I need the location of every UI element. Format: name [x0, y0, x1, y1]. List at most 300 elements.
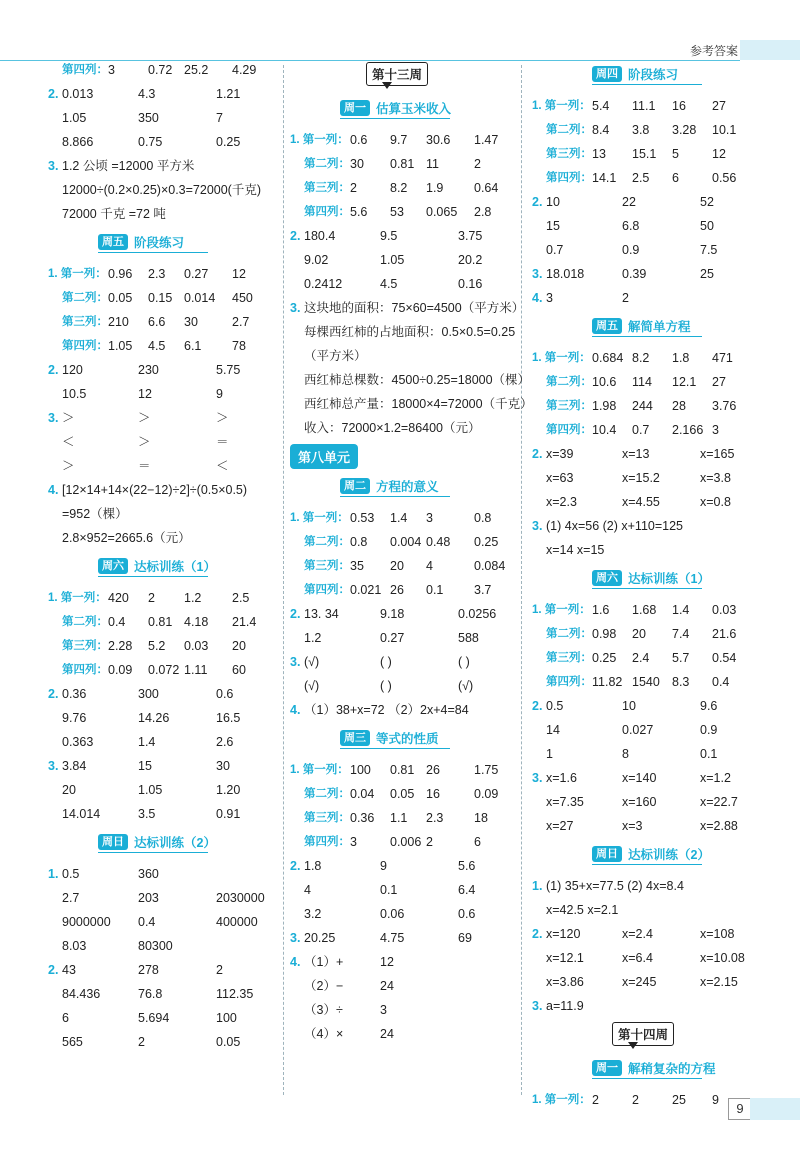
answer-cell: 3: [712, 423, 719, 437]
answer-text-row: [48, 178, 280, 202]
answer-cell: （2）−: [304, 979, 344, 993]
answer-row: [532, 466, 794, 490]
answer-cell: 2: [216, 963, 223, 977]
answer-text-row: [290, 296, 525, 320]
answer-row: [48, 130, 280, 154]
answer-row: [290, 1022, 518, 1046]
answer-cell: 0.027: [622, 723, 654, 737]
answer-cell: x=1.2: [700, 771, 731, 785]
answer-text-row: [290, 368, 531, 392]
answer-cell: 84.436: [62, 987, 101, 1001]
answer-cell: 10.1: [712, 123, 737, 137]
answer-row: [48, 82, 280, 106]
section-heading: [532, 58, 794, 94]
answer-cell: 20: [232, 639, 246, 653]
answer-cell: 9.76: [62, 711, 87, 725]
answer-cell: 13: [592, 147, 606, 161]
answer-row: [48, 262, 280, 286]
answer-cell: 9: [216, 387, 223, 401]
answer-row: [48, 754, 280, 778]
answer-cell: 25: [700, 267, 714, 281]
answer-cell: x=3.86: [546, 975, 584, 989]
answer-cell: 0.6: [350, 133, 368, 147]
answer-cell: x=2.3: [546, 495, 577, 509]
answer-text: x=14 x=15: [546, 543, 605, 557]
answer-cell: 1.05: [380, 253, 405, 267]
answer-row: [48, 1006, 280, 1030]
answer-cell: 78: [232, 339, 246, 353]
answer-cell: 0.54: [712, 651, 737, 665]
answer-cell: x=39: [546, 447, 574, 461]
answer-row: [48, 886, 280, 910]
answer-cell: (√): [304, 655, 320, 669]
answer-cell: x=15.2: [622, 471, 660, 485]
answer-cell: 0.4: [138, 915, 156, 929]
answer-row: [532, 346, 794, 370]
answer-row: [290, 854, 518, 878]
section-heading: [532, 562, 794, 598]
answer-cell: 244: [632, 399, 653, 413]
answer-cell: 6.1: [184, 339, 202, 353]
answer-cell: 2.6: [216, 735, 234, 749]
answer-text-row: [532, 874, 794, 898]
answer-cell: 1.2: [184, 591, 202, 605]
right-column: [532, 58, 794, 1112]
answer-cell: 6.4: [458, 883, 476, 897]
answer-row: [290, 782, 518, 806]
answer-cell: 80300: [138, 939, 173, 953]
answer-cell: 0.04: [350, 787, 375, 801]
row-label: 2.: [532, 699, 543, 713]
answer-row: [532, 142, 794, 166]
answer-cell: 1540: [632, 675, 660, 689]
answer-cell: 52: [700, 195, 714, 209]
section-title: 阶段练习: [628, 68, 679, 82]
answer-cell: 5.694: [138, 1011, 170, 1025]
answer-row: [532, 262, 794, 286]
answer-row: [48, 658, 280, 682]
answer-cell: 1.05: [62, 111, 87, 125]
answer-cell: 1.05: [108, 339, 133, 353]
answer-text-row: [532, 994, 794, 1018]
answer-cell: 6: [474, 835, 481, 849]
speech-tail-icon: [382, 82, 392, 89]
section-day-tag: 周日: [98, 834, 128, 850]
answer-cell: 180.4: [304, 229, 336, 243]
answer-text-row: [48, 202, 280, 226]
answer-cell: 230: [138, 363, 159, 377]
answer-cell: 0.81: [390, 763, 415, 777]
answer-cell: 4.29: [232, 63, 257, 77]
answer-cell: 7.5: [700, 243, 718, 257]
answer-cell: 9000000: [62, 915, 111, 929]
row-label: 3.: [290, 655, 301, 669]
answer-row: [290, 176, 518, 200]
answer-cell: 3.84: [62, 759, 87, 773]
answer-cell: 35: [350, 559, 364, 573]
row-label: 1. 第一列：: [532, 1094, 591, 1106]
answer-text-row: [532, 898, 794, 922]
row-label: 2.: [532, 447, 543, 461]
row-label: 2.: [290, 859, 301, 873]
answer-row: [290, 674, 518, 698]
answer-cell: 0.09: [108, 663, 133, 677]
row-label: 1. 第一列：: [48, 592, 107, 604]
answer-text: (1) 35+x=77.5 (2) 4x=8.4: [546, 879, 684, 893]
answer-cell: ＞: [62, 459, 75, 473]
answer-cell: 18: [474, 811, 488, 825]
question-number: 3.: [290, 301, 301, 315]
answer-row: [290, 974, 518, 998]
answer-cell: x=12.1: [546, 951, 584, 965]
answer-cell: 15.1: [632, 147, 657, 161]
answer-cell: 0.7: [546, 243, 564, 257]
answer-row: [532, 946, 794, 970]
answer-cell: x=63: [546, 471, 574, 485]
answer-cell: 0.8: [350, 535, 368, 549]
answer-cell: 8.3: [672, 675, 690, 689]
answer-cell: x=3: [622, 819, 643, 833]
answer-cell: 76.8: [138, 987, 163, 1001]
answer-cell: 24: [380, 1027, 394, 1041]
answer-row: [48, 286, 280, 310]
answer-cell: 26: [390, 583, 404, 597]
answer-cell: 20: [390, 559, 404, 573]
answer-cell: 22: [622, 195, 636, 209]
answer-cell: （4）×: [304, 1027, 344, 1041]
answer-cell: 5: [672, 147, 679, 161]
answer-cell: 20.25: [304, 931, 336, 945]
answer-cell: 10.4: [592, 423, 617, 437]
answer-text-row: [290, 698, 518, 722]
answer-cell: 15: [138, 759, 152, 773]
answer-text: 1.2 公顷 =12000 平方米: [62, 159, 195, 173]
answer-cell: 2.5: [232, 591, 250, 605]
answer-cell: 5.7: [672, 651, 690, 665]
answer-text-row: [290, 416, 518, 440]
answer-cell: 0.05: [108, 291, 133, 305]
answer-text: （平方米）: [304, 349, 367, 363]
answer-cell: 16: [672, 99, 686, 113]
answer-cell: 43: [62, 963, 76, 977]
answer-cell: 11.82: [592, 675, 623, 689]
answer-cell: (√): [458, 679, 474, 693]
answer-cell: 16.5: [216, 711, 241, 725]
answer-cell: 2: [426, 835, 433, 849]
section-title: 阶段练习: [134, 236, 185, 250]
answer-row: [290, 128, 518, 152]
answer-text: x=42.5 x=2.1: [546, 903, 619, 917]
answer-cell: 15: [546, 219, 560, 233]
answer-cell: 0.15: [148, 291, 173, 305]
answer-cell: 4.18: [184, 615, 209, 629]
answer-cell: 0.05: [216, 1035, 241, 1049]
answer-cell: 9.02: [304, 253, 329, 267]
answer-cell: 28: [672, 399, 686, 413]
answer-cell: 12: [232, 267, 246, 281]
answer-cell: 1.11: [184, 663, 208, 677]
answer-cell: 0.065: [426, 205, 458, 219]
answer-cell: ＝: [138, 459, 151, 473]
section-day-tag: 周三: [340, 730, 370, 746]
row-label: 3.: [48, 411, 59, 425]
answer-cell: 9: [712, 1093, 719, 1107]
answer-cell: 3.7: [474, 583, 492, 597]
answer-cell: 21.4: [232, 615, 257, 629]
answer-text-row: [290, 320, 518, 344]
answer-row: [48, 730, 280, 754]
answer-text-row: [532, 538, 794, 562]
answer-cell: 3: [426, 511, 433, 525]
unit-heading: [290, 440, 518, 470]
row-label: 1. 第一列：: [290, 134, 349, 146]
column-divider: [521, 65, 522, 1095]
answer-cell: 0.7: [632, 423, 650, 437]
row-label: 4.: [532, 291, 543, 305]
row-label: 第二列：: [546, 376, 592, 388]
answer-cell: 0.39: [622, 267, 647, 281]
row-label: 第四列：: [304, 584, 350, 596]
answer-cell: x=165: [700, 447, 735, 461]
answer-cell: 3.8: [632, 123, 650, 137]
section-underline: [592, 864, 702, 865]
answer-cell: 0.27: [380, 631, 405, 645]
row-label: 3.: [532, 267, 543, 281]
answer-text: a=11.9: [546, 999, 584, 1013]
row-label: 第四列：: [546, 172, 592, 184]
answer-cell: 2: [148, 591, 155, 605]
answer-cell: 20: [62, 783, 76, 797]
answer-cell: 0.53: [350, 511, 375, 525]
answer-row: [532, 598, 794, 622]
answer-cell: 8.03: [62, 939, 87, 953]
answer-cell: 471: [712, 351, 733, 365]
answer-row: [532, 694, 794, 718]
answer-row: [532, 190, 794, 214]
answer-cell: 0.91: [216, 807, 241, 821]
row-label: 第二列：: [62, 616, 108, 628]
answer-row: [48, 682, 280, 706]
answer-row: [532, 622, 794, 646]
answer-row: [532, 970, 794, 994]
answer-cell: 0.25: [592, 651, 617, 665]
answer-row: [532, 646, 794, 670]
answer-cell: 0.021: [350, 583, 382, 597]
answer-row: [290, 902, 518, 926]
answer-cell: 2: [474, 157, 481, 171]
row-label: 第四列：: [304, 836, 350, 848]
row-label: 第二列：: [304, 536, 350, 548]
section-underline: [98, 852, 208, 853]
row-label: 1. 第一列：: [532, 604, 591, 616]
week-heading: [532, 1018, 794, 1052]
answer-cell: 50: [700, 219, 714, 233]
answer-row: [290, 758, 518, 782]
answer-cell: 12: [138, 387, 152, 401]
answer-cell: 0.27: [184, 267, 209, 281]
answer-cell: 0.084: [474, 559, 506, 573]
answer-cell: ( ): [458, 655, 470, 669]
answer-cell: 2.3: [148, 267, 166, 281]
answer-row: [48, 934, 280, 958]
row-label: 2.: [290, 607, 301, 621]
answer-cell: 2: [632, 1093, 639, 1107]
answer-cell: 1: [546, 747, 553, 761]
answer-row: [532, 238, 794, 262]
section-underline: [592, 84, 702, 85]
row-label: 第三列：: [546, 652, 592, 664]
answer-cell: 0.25: [474, 535, 499, 549]
answer-row: [48, 382, 280, 406]
answer-cell: 0.25: [216, 135, 241, 149]
answer-text: [12×14+14×(22−12)÷2]÷(0.5×0.5): [62, 483, 248, 497]
answer-cell: 2: [350, 181, 357, 195]
answer-text: (1) 4x=56 (2) x+110=125: [546, 519, 684, 533]
answer-row: [48, 358, 280, 382]
answer-cell: 69: [458, 931, 472, 945]
answer-cell: x=120: [546, 927, 581, 941]
answer-cell: 0.05: [390, 787, 415, 801]
answer-cell: 1.9: [426, 181, 444, 195]
section-title: 达标训练（1）: [628, 572, 710, 586]
answer-cell: 0.4: [108, 615, 126, 629]
answer-cell: 14.014: [62, 807, 101, 821]
answer-cell: 2.4: [632, 651, 650, 665]
answer-cell: 0.56: [712, 171, 737, 185]
row-label: 4.: [290, 955, 301, 969]
answer-row: [532, 922, 794, 946]
section-day-tag: 周五: [592, 318, 622, 334]
answer-cell: 0.36: [350, 811, 375, 825]
answer-row: [532, 394, 794, 418]
answer-row: [532, 670, 794, 694]
answer-row: [290, 578, 518, 602]
answer-row: [48, 58, 280, 82]
answer-cell: 0.014: [184, 291, 216, 305]
answer-cell: 3: [350, 835, 357, 849]
answer-cell: 8: [622, 747, 629, 761]
answer-row: [532, 418, 794, 442]
answer-cell: 53: [390, 205, 404, 219]
answer-row: [290, 200, 518, 224]
answer-cell: 8.866: [62, 135, 94, 149]
answer-cell: 0.81: [148, 615, 173, 629]
answer-cell: 0.72: [148, 63, 173, 77]
row-label: 3.: [532, 771, 543, 785]
answer-cell: 5.6: [350, 205, 368, 219]
answer-row: [48, 634, 280, 658]
answer-cell: x=1.6: [546, 771, 577, 785]
answer-cell: x=4.55: [622, 495, 660, 509]
answer-cell: 0.06: [380, 907, 405, 921]
answer-cell: x=2.4: [622, 927, 653, 941]
answer-row: [532, 286, 794, 310]
answer-cell: 2.28: [108, 639, 133, 653]
answer-cell: 0.684: [592, 351, 624, 365]
answer-cell: 27: [712, 99, 726, 113]
answer-text-row: [48, 502, 280, 526]
row-label: 第四列：: [304, 206, 350, 218]
question-number: 4.: [48, 483, 59, 497]
answer-cell: 2.166: [672, 423, 704, 437]
answer-row: [48, 610, 280, 634]
answer-cell: 278: [138, 963, 159, 977]
row-label: 第二列：: [304, 158, 350, 170]
answer-text-row: [48, 154, 280, 178]
section-underline: [592, 336, 702, 337]
answer-cell: 25.2: [184, 63, 209, 77]
section-heading: [532, 310, 794, 346]
answer-cell: 0.03: [712, 603, 737, 617]
answer-cell: 0.36: [62, 687, 87, 701]
answer-row: [532, 370, 794, 394]
question-number: 4.: [290, 703, 301, 717]
answer-cell: 2.7: [232, 315, 250, 329]
answer-cell: x=0.8: [700, 495, 731, 509]
answer-cell: 1.98: [592, 399, 617, 413]
answer-cell: 10: [546, 195, 560, 209]
answer-cell: 27: [712, 375, 726, 389]
answer-cell: 8.2: [632, 351, 650, 365]
answer-cell: （1）+: [304, 955, 344, 969]
week-heading: [290, 58, 518, 92]
answer-cell: 14: [546, 723, 560, 737]
section-title: 方程的意义: [376, 480, 439, 494]
row-label: 第二列：: [546, 124, 592, 136]
answer-row: [48, 910, 280, 934]
answer-row: [290, 248, 518, 272]
answer-cell: (√): [304, 679, 320, 693]
answer-row: [290, 506, 518, 530]
answer-row: [48, 430, 280, 454]
row-label: 2.: [48, 687, 59, 701]
row-label: 1. 第一列：: [290, 764, 349, 776]
section-underline: [98, 576, 208, 577]
answer-row: [48, 334, 280, 358]
answer-cell: 5.4: [592, 99, 610, 113]
answer-cell: 9.5: [380, 229, 398, 243]
question-number: 1.: [532, 879, 543, 893]
answer-text-row: [48, 526, 280, 550]
section-underline: [340, 118, 450, 119]
row-label: 3.: [48, 759, 59, 773]
answer-cell: ( ): [380, 679, 392, 693]
answer-cell: ＞: [138, 411, 151, 425]
answer-row: [290, 998, 518, 1022]
answer-row: [290, 950, 518, 974]
answer-cell: 0.5: [546, 699, 564, 713]
answer-cell: 11.1: [632, 99, 656, 113]
answer-row: [290, 272, 518, 296]
answer-cell: 3: [546, 291, 553, 305]
row-label: 第四列：: [62, 664, 108, 676]
answer-cell: 0.6: [216, 687, 234, 701]
answer-cell: 18.018: [546, 267, 585, 281]
answer-cell: 0.75: [138, 135, 163, 149]
answer-cell: 360: [138, 867, 159, 881]
header-bar: [740, 40, 800, 60]
answer-cell: 6: [62, 1011, 69, 1025]
answer-row: [290, 224, 518, 248]
row-label: 第三列：: [304, 560, 350, 572]
answer-text: 西红柿总产量：18000×4=72000（千克）: [304, 397, 533, 411]
section-day-tag: 周四: [592, 66, 622, 82]
answer-cell: 3.2: [304, 907, 322, 921]
answer-cell: 1.8: [672, 351, 690, 365]
section-day-tag: 周一: [592, 1060, 622, 1076]
answer-cell: 25: [672, 1093, 686, 1107]
section-heading: [48, 226, 280, 262]
